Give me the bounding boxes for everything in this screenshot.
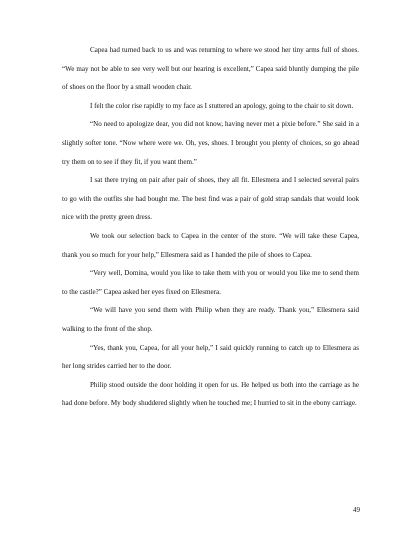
paragraph-3: “No need to apologize dear, you did not know, having never met a pixie before.” She said in a slightly softer tone. “Now where were we. Oh, yes, shoes. I brought you plenty of choices, so go ahead try them on to see if they fit, if you want them.”: [62, 120, 359, 166]
paragraph-4: I sat there trying on pair after pair of shoes, they all fit. Ellesmera and I selected several pairs to go with the outfits she had bought me. The best find was a pair of gold strap sandals that would look nice with the pretty green dress.: [62, 176, 359, 222]
paragraph-9: Philip stood outside the door holding it open for us. He helped us both into the carriage as he had done before. My body shuddered slightly when he touched me; I hurried to sit in the ebony carriage.: [62, 380, 359, 408]
page-number: 49: [353, 506, 360, 514]
paragraph-7: “We will have you send them with Philip when they are ready. Thank you,” Ellesmera said walking to the front of the shop.: [62, 306, 359, 333]
paragraph-5: We took our selection back to Capea in the center of the store. “We will take these Capea, thank you so much for your help,” Ellesmera said as I handed the pile of shoes to Capea.: [62, 231, 359, 259]
paragraph-6: “Very well, Domina, would you like to take them with you or would you like me to send them to the castle?” Capea asked her eyes fixed on Ellesmera.: [62, 269, 359, 296]
paragraph-2: I felt the color rise rapidly to my face as I stuttered an apology, going to the chair to sit down.: [90, 101, 354, 110]
body-text: [62, 41, 359, 413]
paragraph-1: Capea had turned back to us and was returning to where we stood her tiny arms full of shoes. “We may not be able to see very well but our hearing is excellent,” Capea said bluntly dumping the pile of shoes on the floor by a small wooden chair.: [62, 46, 359, 92]
paragraph-8: “Yes, thank you, Capea, for all your help,” I said quickly running to catch up to Ellesmera as her long strides carried her to the door.: [62, 343, 359, 371]
